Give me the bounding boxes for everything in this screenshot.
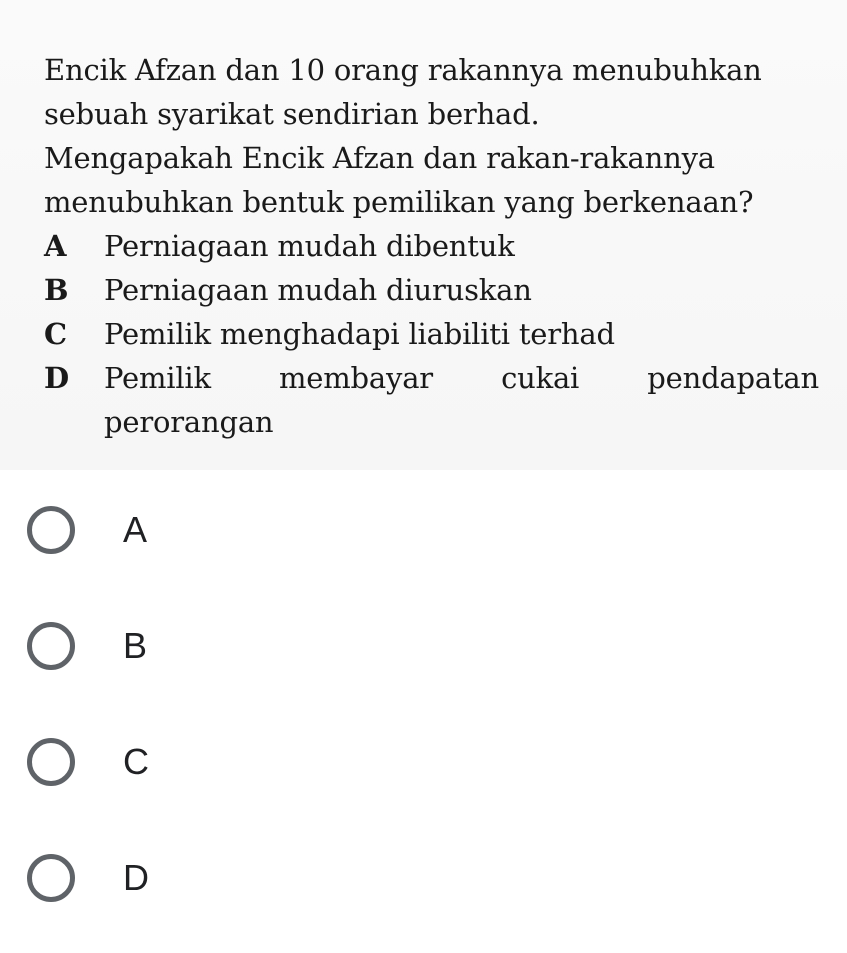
question-line: Encik Afzan dan 10 orang rakannya menubuhkan <box>44 53 762 87</box>
option-letter: D <box>44 361 69 395</box>
option-word: pendapatan <box>647 361 819 395</box>
radio-button-b[interactable] <box>27 622 75 670</box>
option-text: Perniagaan mudah dibentuk <box>104 229 515 263</box>
question-image <box>0 0 847 470</box>
option-word: cukai <box>501 361 580 395</box>
choice-b[interactable] <box>27 616 427 676</box>
choice-d[interactable] <box>27 848 427 908</box>
option-d <box>44 356 819 400</box>
option-text: Perniagaan mudah diuruskan <box>104 273 532 307</box>
choice-c[interactable] <box>27 732 427 792</box>
choice-a[interactable] <box>27 500 427 560</box>
option-word: Pemilik <box>104 361 211 395</box>
choice-label[interactable]: B <box>123 625 148 666</box>
choice-label[interactable]: A <box>123 509 148 550</box>
question-line: menubuhkan bentuk pemilikan yang berkenaan? <box>44 185 754 219</box>
option-letter: C <box>44 317 67 351</box>
radio-button-c[interactable] <box>27 738 75 786</box>
option-letter: B <box>44 273 69 307</box>
question-text <box>44 48 819 444</box>
option-letter: A <box>44 229 67 263</box>
question-line: sebuah syarikat sendirian berhad. <box>44 97 540 131</box>
option-c <box>44 312 819 356</box>
option-d-continuation: perorangan <box>104 405 274 439</box>
choice-label[interactable]: D <box>123 857 149 898</box>
option-a <box>44 224 819 268</box>
radio-button-d[interactable] <box>27 854 75 902</box>
option-text: Pemilik menghadapi liabiliti terhad <box>104 317 615 351</box>
option-word: membayar <box>279 361 433 395</box>
option-text <box>104 356 819 400</box>
option-b <box>44 268 819 312</box>
question-line: Mengapakah Encik Afzan dan rakan-rakannya <box>44 141 715 175</box>
radio-button-a[interactable] <box>27 506 75 554</box>
choice-label[interactable]: C <box>123 741 149 782</box>
